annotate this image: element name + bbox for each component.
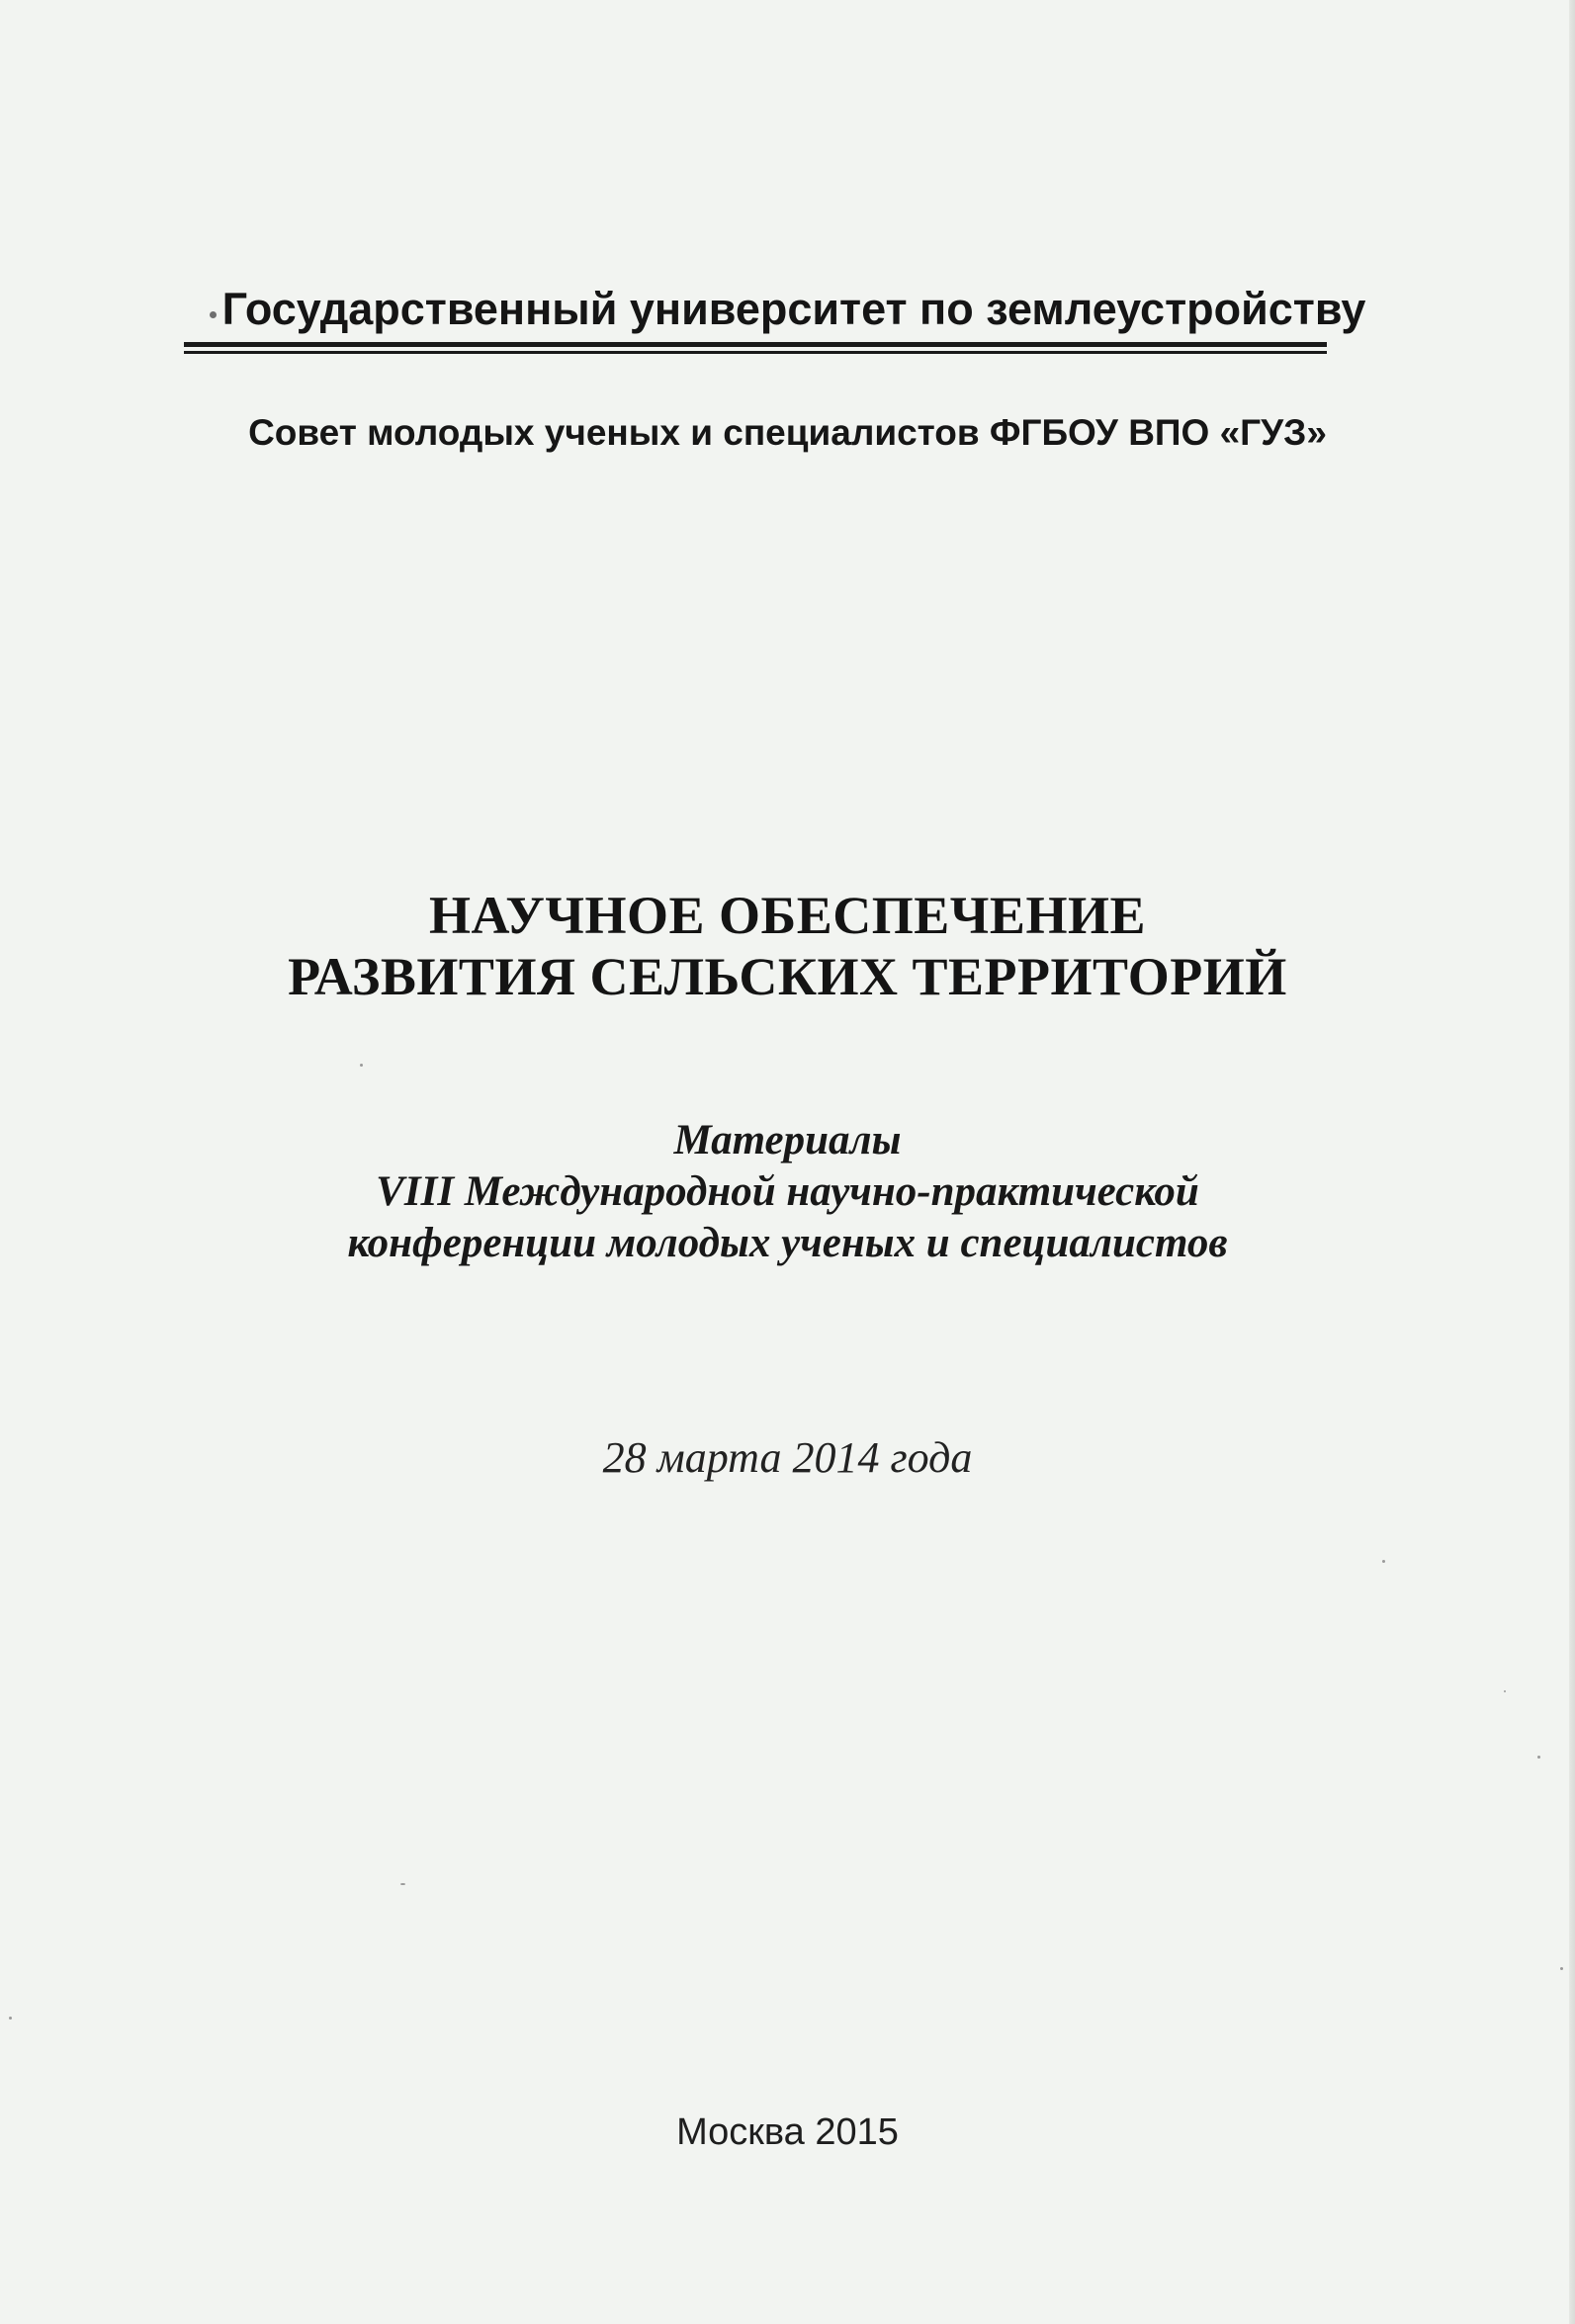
scan-speck xyxy=(9,2017,12,2020)
dot-mark xyxy=(210,311,217,318)
conference-date: 28 марта 2014 года xyxy=(602,1433,973,1482)
header xyxy=(0,282,1575,337)
scan-speck xyxy=(1537,1756,1540,1759)
subtitle-line-3: конференции молодых ученых и специалистов xyxy=(347,1220,1228,1266)
title-line-1: НАУЧНОЕ ОБЕСПЕЧЕНИЕ xyxy=(429,886,1146,945)
scan-speck xyxy=(400,1883,405,1885)
title-line-2: РАЗВИТИЯ СЕЛЬСКИХ ТЕРРИТОРИЙ xyxy=(288,947,1287,1006)
council-name: Совет молодых ученых и специалистов ФГБОУ ВПО «ГУЗ» xyxy=(248,412,1327,453)
rule-thin xyxy=(184,351,1327,354)
scan-speck xyxy=(1504,1690,1506,1692)
scan-speck xyxy=(1560,1967,1563,1970)
university-name-text: Государственный университет по землеустройству xyxy=(221,284,1366,334)
scan-speck xyxy=(360,1064,363,1067)
document-subtitle xyxy=(0,1115,1575,1269)
header-double-rule xyxy=(184,342,1327,354)
subtitle-line-2: VIII Международной научно-практической xyxy=(376,1168,1199,1215)
scan-speck xyxy=(1382,1560,1385,1563)
imprint-city-year: Москва 2015 xyxy=(676,2111,899,2153)
document-title xyxy=(0,885,1575,1007)
subtitle-line-1: Материалы xyxy=(673,1117,902,1163)
university-name xyxy=(0,282,1575,337)
